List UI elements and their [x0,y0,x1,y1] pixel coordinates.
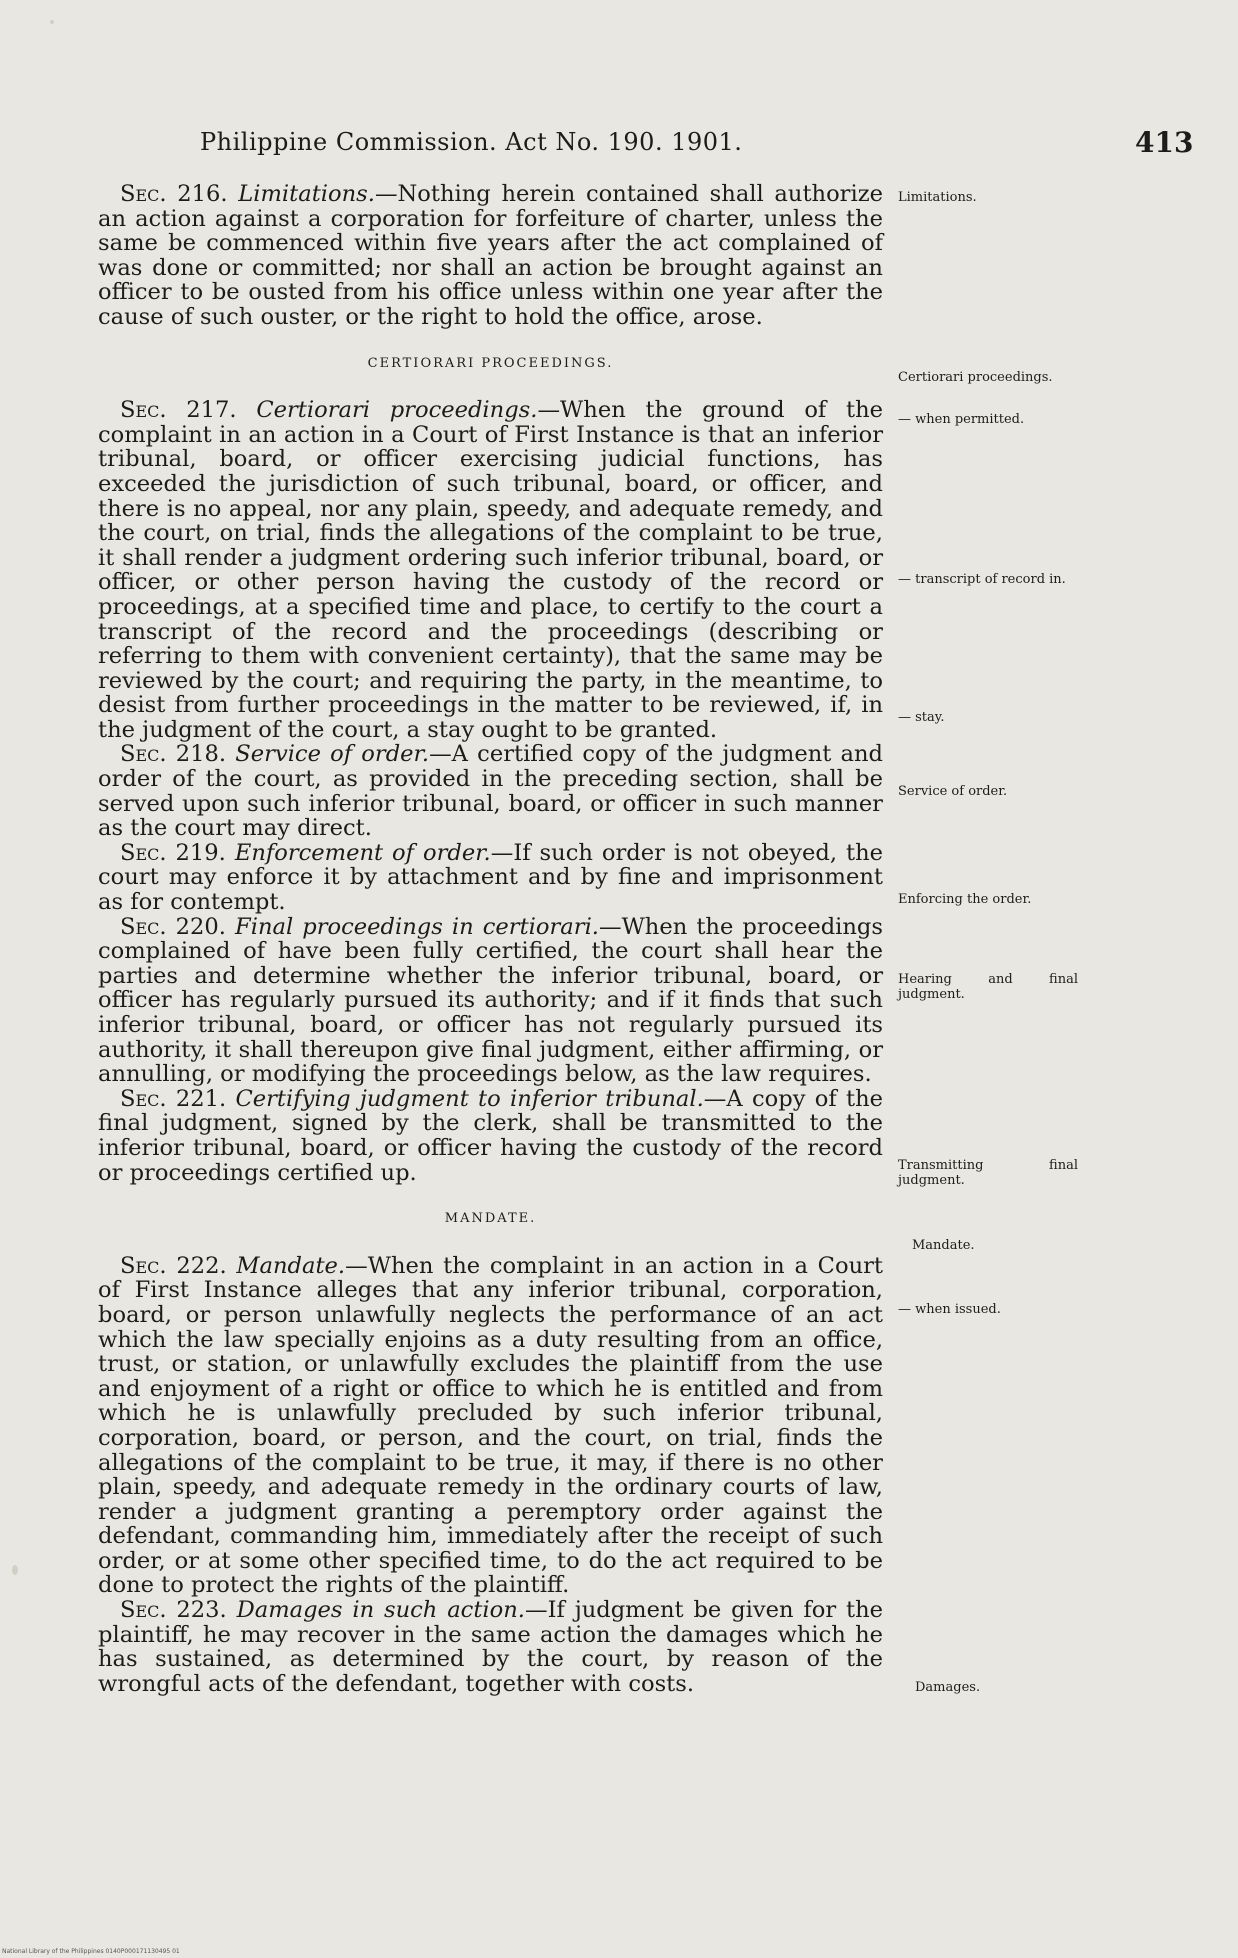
section-223 [98,1598,883,1696]
margin-note-transmitting: Transmitting final judgment. [898,1158,1078,1188]
margin-note-when-permitted: — when permitted. [898,412,1025,427]
margin-note-mandate: Mandate. [912,1238,975,1253]
document-body [98,182,883,1696]
footer-stamp: National Library of the Philippines 0140P000171130495 01 [2,1948,180,1955]
section-221 [98,1087,883,1185]
margin-note-limitations: Limitations. [898,190,977,205]
section-title: Damages in such action. [236,1597,525,1624]
section-title: Final proceedings in certiorari. [235,913,599,940]
section-text: —A certified copy of the judgment and order of the court, as provided in the preceding section, shall be served upon such inferior tribunal, board, or officer in such manner as the court may direct. [98,741,884,842]
margin-note-damages: Damages. [915,1680,981,1695]
section-number: Sec. 217. [120,397,237,424]
section-number: Sec. 221. [120,1085,227,1112]
heading-certiorari-proceedings: CERTIORARI PROCEEDINGS. [367,355,614,371]
section-text: —When the complaint in an action in a Court of First Instance alleges that any inferior tribunal, corporation, board, or person unlawfully neglects the performance of an act which the law specially enjoins as a duty resulting from an office, trust, or station, or unlawfully excludes the plaintiff from the use and enjoyment of a right or office to which he is entitled and from which he is unlawfully precluded by such inferior tribunal, corporation, board, or person, and the court, on trial, finds the allegations of the complaint to be true, it may, if there is no other plain, speedy, and adequate remedy in the ordinary courts of law, render a judgment granting a peremptory order against the defendant, commanding him, immediately after the receipt of such order, or at some other specified time, to do the act required to be done to protect the rights of the plaintiff. [98,1252,883,1599]
section-number: Sec. 220. [120,913,226,940]
section-title: Enforcement of order. [234,839,491,866]
margin-note-enforcing: Enforcing the order. [898,892,1032,907]
section-text: —Nothing herein contained shall authorize an action against a corporation for forfeiture of charter, unless the same be commenced within five years after the act complained of was done or committed; nor shall an action be brought against an officer to be ousted from his office unless within one year after the cause of such ouster, or the right to hold the office, arose. [98,181,883,330]
margin-note-when-issued: — when issued. [898,1302,1001,1317]
section-number: Sec. 219. [120,839,226,866]
margin-note-transcript: — transcript of record in. [898,572,1066,587]
margin-note-hearing: Hearing and final judgment. [898,972,1078,1002]
section-222 [98,1254,883,1598]
section-text: —If such order is not obeyed, the court may enforce it by attachment and by fine and imprisonment as for contempt. [98,839,884,916]
margin-note-certiorari: Certiorari proceedings. [898,370,1053,385]
running-header: Philippine Commission. Act No. 190. 1901. [200,128,743,156]
section-number: Sec. 222. [120,1252,227,1279]
section-title: Service of order. [235,741,430,768]
section-text: —When the proceedings complained of have been fully certified, the court shall hear the parties and determine whether the inferior tribunal, board, or officer has regularly pursued its authority; and if it finds that such inferior tribunal, board, or officer has not regularly pursued its authority, it shall thereupon give final judgment, either affirming, or annulling, or modifying the proceedings below, as the law requires. [98,913,883,1088]
section-text: —If judgment be given for the plaintiff, he may recover in the same action the damages which he has sustained, as determined by the court, by reason of the wrongful acts of the defendant, together with costs. [98,1597,883,1697]
section-title: Certiorari proceedings. [256,397,538,424]
section-number: Sec. 218. [120,741,227,768]
section-219 [98,841,883,915]
section-title: Mandate. [236,1252,346,1279]
section-number: Sec. 216. [120,181,228,207]
section-218 [98,742,883,840]
section-217 [98,398,883,742]
section-title: Certifying judgment to inferior tribunal. [235,1085,704,1112]
section-216 [98,182,883,330]
section-number: Sec. 223. [120,1597,227,1624]
margin-note-service: Service of order. [898,784,1008,799]
section-220 [98,915,883,1087]
heading-mandate: MANDATE. [444,1211,537,1227]
section-title: Limitations. [238,181,375,207]
margin-note-stay: — stay. [898,710,945,725]
section-text: —A copy of the final judgment, signed by the clerk, shall be transmitted to the inferior tribunal, board, or officer having the custody of the record or proceedings certified up. [98,1085,883,1186]
page-number: 413 [1135,126,1194,159]
section-text: —When the ground of the complaint in an action in a Court of First Instance is that an inferior tribunal, board, or officer exercising judicial functions, has exceeded the jurisdiction of such tribunal, board, or officer, and there is no appeal, nor any plain, speedy, and adequate remedy, and the court, on trial, finds the allegations of the complaint to be true, it shall render a judgment ordering such inferior tribunal, board, or officer, or other person having the custody of the record or proceedings, at a specified time and place, to certify to the court a transcript of the record and the proceedings (describing or referring to them with convenient certainty), that the same may be reviewed by the court; and requiring the party, in the meantime, to desist from further proceedings in the matter to be reviewed, if, in the judgment of the court, a stay ought to be granted. [98,397,883,743]
